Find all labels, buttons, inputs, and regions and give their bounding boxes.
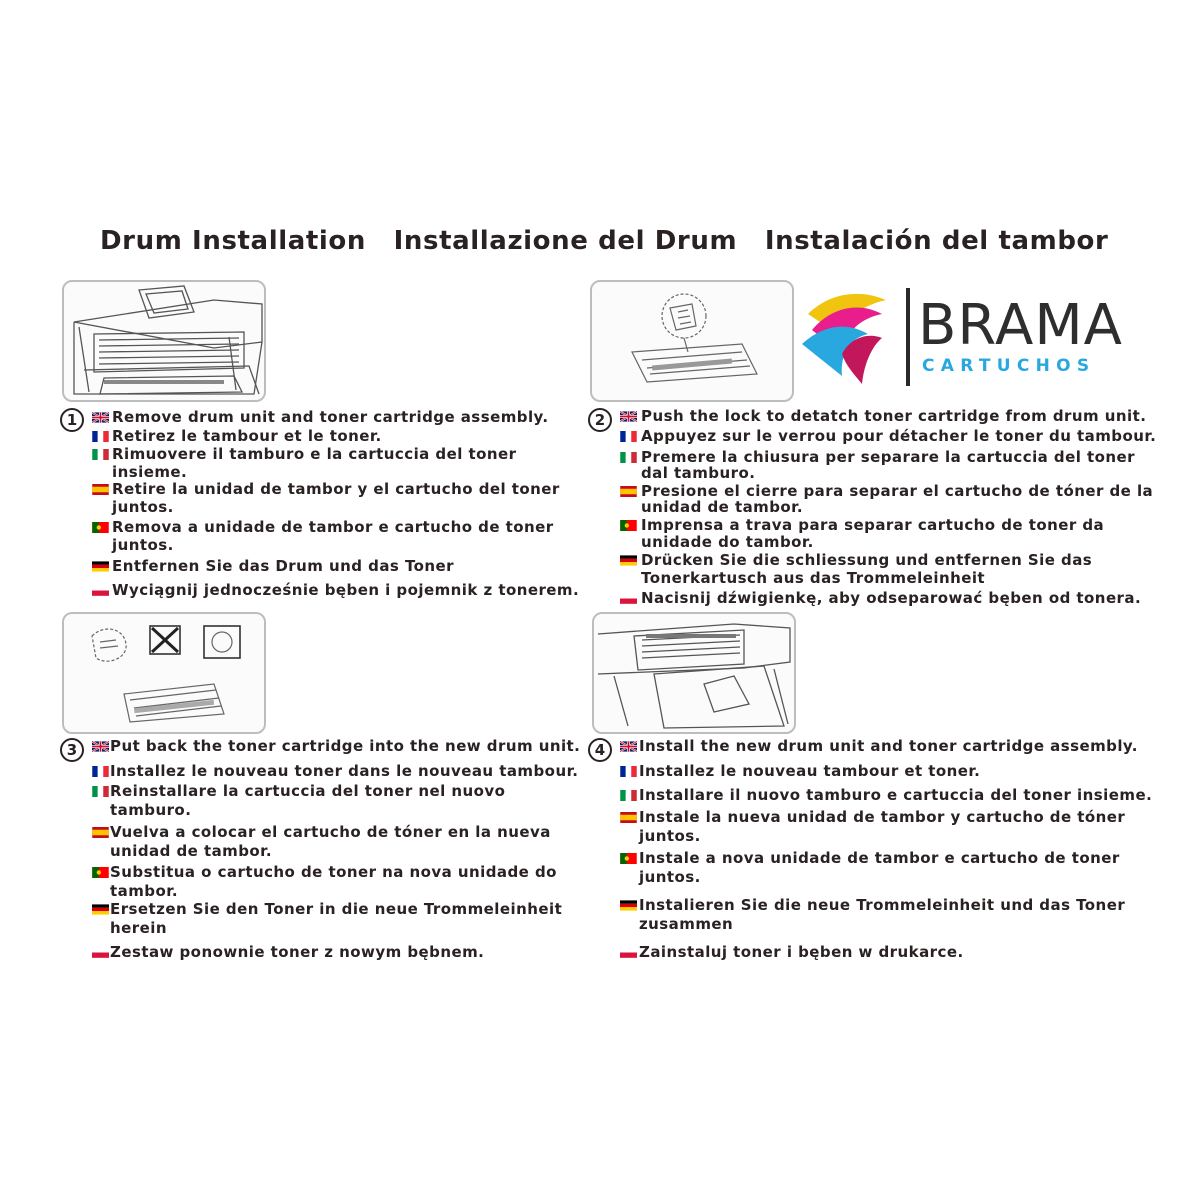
title-italian: Installazione del Drum [393, 226, 738, 256]
logo-name: BRAMA [918, 293, 1123, 358]
step-1-instruction-line: insieme. [112, 463, 188, 481]
step-2-illustration [590, 280, 794, 402]
flag-uk-icon [92, 741, 109, 752]
step-4-instruction-line: Instale a nova unidade de tambor e cartucho de toner [639, 849, 1120, 867]
flag-es-icon [92, 484, 109, 495]
step-1-illustration [62, 280, 266, 402]
step-2-instruction-line: Premere la chiusura per separare la cartuccia del toner [641, 448, 1135, 466]
step-4-illustration [592, 612, 796, 734]
step-2-instruction-line: Drücken Sie die schliessung und entfernen Sie das [641, 551, 1093, 569]
step-2-instruction-line: Nacisnij dźwigienkę, aby odseparować bęben od tonera. [641, 589, 1142, 607]
step-2-instruction-line: Push the lock to detatch toner cartridge from drum unit. [641, 407, 1147, 425]
flag-es-icon [92, 827, 109, 838]
step-1-instruction-line: Entfernen Sie das Drum und das Toner [112, 557, 454, 575]
logo-subtitle: CARTUCHOS [922, 356, 1096, 376]
step-4-instruction-line: juntos. [639, 827, 701, 845]
printer-open-front-illustration [64, 282, 264, 400]
step-3-instruction-line: tambor. [110, 882, 179, 900]
flag-fr-icon [92, 431, 109, 442]
title-english: Drum Installation [100, 226, 366, 256]
flag-pt-icon [620, 853, 637, 864]
step-1-instruction-line: Remova a unidade de tambor e cartucho de toner [112, 518, 554, 536]
step-2-instruction-line: Appuyez sur le verrou pour détacher le toner du tambour. [641, 427, 1157, 445]
step-1-instruction-line: Retire la unidad de tambor y el cartucho del toner [112, 480, 560, 498]
flag-fr-icon [620, 766, 637, 777]
flag-it-icon [92, 449, 109, 460]
step-2-instruction-line: Imprensa a trava para separar cartucho de toner da [641, 516, 1105, 534]
step-2-instruction-line: Tonerkartusch aus das Trommeleinheit [641, 569, 986, 587]
step-4-instruction-line: Zainstaluj toner i bęben w drukarce. [639, 943, 964, 961]
step-3-instruction-line: Substitua o cartucho de toner na nova unidade do [110, 863, 557, 881]
flag-it-icon [620, 452, 637, 463]
flag-pl-icon [620, 947, 637, 958]
step-4-instruction-line: juntos. [639, 868, 701, 886]
flag-de-icon [92, 904, 109, 915]
step-1-instruction-line: Wyciągnij jednocześnie bęben i pojemnik z tonerem. [112, 581, 580, 599]
flag-es-icon [620, 486, 637, 497]
step-4-number: 4 [588, 738, 612, 762]
step-3-instruction-line: unidad de tambor. [110, 842, 273, 860]
step-3-instruction-line: Ersetzen Sie den Toner in die neue Trommeleinheit [110, 900, 563, 918]
step-4-instruction-line: zusammen [639, 915, 734, 933]
step-3-instruction-line: Reinstallare la cartuccia del toner nel nuovo [110, 782, 506, 800]
step-1-number: 1 [60, 408, 84, 432]
flag-de-icon [92, 561, 109, 572]
flag-de-icon [620, 555, 637, 566]
step-4-instruction-line: Installez le nouveau tambour et toner. [639, 762, 981, 780]
step-3-instruction-line: Zestaw ponownie toner z nowym bębnem. [110, 943, 485, 961]
drum-do-not-touch-illustration [64, 614, 264, 732]
brama-swoosh-icon [798, 284, 890, 388]
step-3-instruction-line: Vuelva a colocar el cartucho de tóner en la nueva [110, 823, 551, 841]
step-4-instruction-line: Installare il nuovo tamburo e cartuccia del toner insieme. [639, 786, 1153, 804]
flag-it-icon [92, 786, 109, 797]
step-1-instruction-line: juntos. [112, 536, 174, 554]
flag-fr-icon [92, 766, 109, 777]
step-1-instruction-line: juntos. [112, 498, 174, 516]
step-1-instruction-line: Retirez le tambour et le toner. [112, 427, 382, 445]
flag-pl-icon [92, 947, 109, 958]
step-4-instruction-line: Install the new drum unit and toner cartridge assembly. [639, 737, 1138, 755]
flag-pt-icon [92, 867, 109, 878]
lock-lever-illustration [592, 282, 792, 400]
page-title [100, 226, 1109, 256]
step-3-instruction-line: tamburo. [110, 801, 192, 819]
step-2-instruction-line: unidad de tambor. [641, 498, 804, 516]
step-4-instruction-line: Instalieren Sie die neue Trommeleinheit und das Toner [639, 896, 1126, 914]
step-2-number: 2 [588, 408, 612, 432]
step-1-instruction-line: Remove drum unit and toner cartridge assembly. [112, 408, 549, 426]
flag-uk-icon [620, 741, 637, 752]
logo-divider [906, 288, 910, 386]
flag-pl-icon [92, 585, 109, 596]
flag-uk-icon [92, 412, 109, 423]
title-spanish: Instalación del tambor [764, 226, 1109, 256]
flag-pt-icon [92, 522, 109, 533]
step-2-instruction-line: dal tamburo. [641, 464, 756, 482]
flag-uk-icon [620, 411, 637, 422]
step-3-illustration [62, 612, 266, 734]
step-2-instruction-line: Presione el cierre para separar el cartucho de tóner de la [641, 482, 1154, 500]
step-4-instruction-line: Instale la nueva unidad de tambor y cartucho de tóner [639, 808, 1126, 826]
brama-logo [798, 284, 1138, 388]
flag-pt-icon [620, 520, 637, 531]
step-3-instruction-line: Put back the toner cartridge into the new drum unit. [110, 737, 581, 755]
step-3-number: 3 [60, 738, 84, 762]
flag-fr-icon [620, 431, 637, 442]
step-1-instruction-line: Rimuovere il tamburo e la cartuccia del toner [112, 445, 517, 463]
flag-de-icon [620, 900, 637, 911]
step-3-instruction-line: Installez le nouveau toner dans le nouveau tambour. [110, 762, 579, 780]
step-2-instruction-line: unidade do tambor. [641, 533, 814, 551]
insert-drum-illustration [594, 614, 794, 732]
flag-it-icon [620, 790, 637, 801]
step-3-instruction-line: herein [110, 919, 167, 937]
flag-pl-icon [620, 593, 637, 604]
flag-es-icon [620, 812, 637, 823]
